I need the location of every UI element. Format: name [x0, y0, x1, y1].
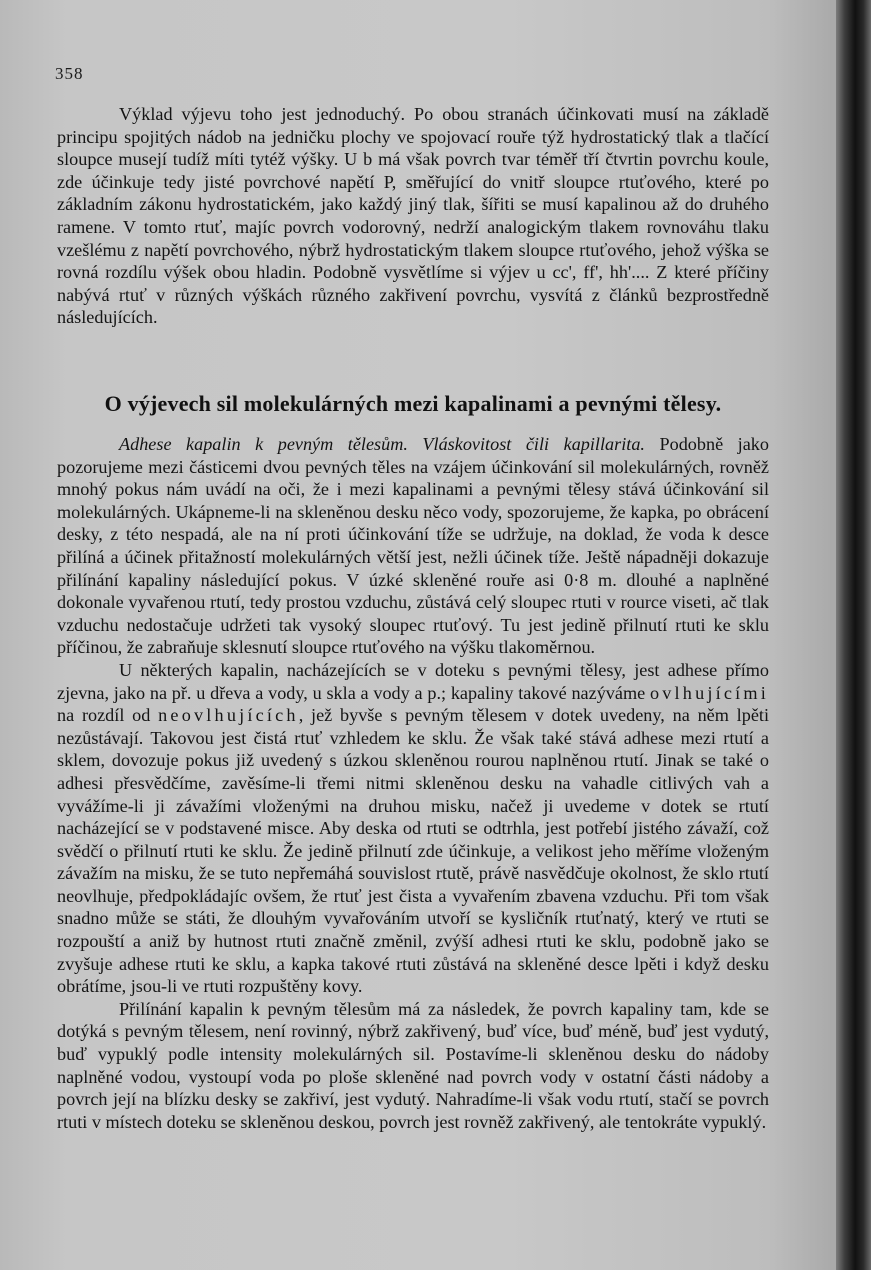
term-neovlhujici: neovlhujících	[158, 705, 299, 726]
section-heading: O výjevech sil molekulárných mezi kapalinami a pevnými tělesy.	[104, 391, 722, 416]
paragraph-prilinani: Přilínání kapalin k pevným tělesům má za následek, že povrch kapaliny tam, kde se dotýká s pevným tělesem, není rovinný, nýbrž zakřivený, buď více, buď méně, buď jest vydutý, buď vypuklý podle intensity molekulárných sil. Postavíme-li skleněnou desku do nádoby naplněné vodou, vystoupí voda po ploše skleněné nad povrch vody v ostatní části nádoby a povrch její na blízku desky se zakřiví, jest vydutý. Nahradíme-li však vodu rtutí, stačí se povrch rtuti v místech doteku se skleněnou deskou, povrch jest rovněž zakřivený, ale tentokráte vypuklý.	[57, 998, 769, 1132]
page-number: 358	[55, 64, 84, 83]
section-body	[57, 433, 769, 1133]
paragraph-ovlhujici-b: na rozdíl od	[57, 705, 159, 726]
paragraph-ovlhujici-a: U některých kapalin, nacházejících se v doteku s pevnými tělesy, jest adhese přímo zjevna, jako na př. u dřeva a vody, u skla a vody a p.; kapaliny takové nazýváme	[57, 659, 769, 703]
intro-text-block	[57, 103, 769, 329]
intro-paragraph: Výklad výjevu toho jest jednoduchý. Po obou stranách účinkovati musí na základě principu spojitých nádob na jedničku plochy ve spojovací rouře týž hydrostatický tlak a tlačící sloupce musejí tudíž míti tytéž výšky. U b má však povrch tvar téměř tří čtvrtin povrchu koule, zde účinkuje tedy jisté povrchové napětí P, směřující do vnitř sloupce rtuťového, které po základním zákonu hydrostatickém, jako každý jiný tlak, šířiti se musí kapalinou až do druhého ramene. V tomto rtuť, majíc povrch vodorovný, nedrží analogickým tlakem rovnováhu tlaku vzešlému z napětí povrchového, nýbrž hydrostatickým tlakem sloupce rtuťového, jehož výška se rovná rozdílu výšek obou hladin. Podobně vysvětlíme si výjev u cc', ff', hh'.... Z které příčiny nabývá rtuť v různých výškách různého zakřivení povrchu, vysvítá z článků bezprostředně následujících.	[57, 104, 769, 328]
paragraph-ovlhujici	[57, 659, 769, 998]
paragraph-adhese	[57, 433, 769, 659]
paragraph-adhese-text: Podobně jako pozorujeme mezi částicemi dvou pevných těles na vzájem účinkování sil molekulárných, rovněž mnohý pokus nám uvádí na oči, že i mezi kapalinami a pevnými tělesy stává účinkování sil molekulárných. Ukápneme-li na skleněnou desku něco vody, spozorujeme, že kapka, po obrácení desky, z této nespadá, ale na ní proti účinkování tíže se udržuje, na doklad, že voda k desce přilíná a účinek přitažností molekulárných větší jest, nežli účinek tíže. Ještě nápadněji dokazuje přilínání kapaliny následující pokus. V úzké skleněné rouře asi 0·8 m. dlouhé a naplněné dokonale vyvařenou rtutí, tedy prostou vzduchu, zůstává celý sloupec rtuti v rource viseti, ač tlak vzduchu nedostačuje udržeti tak vysoký sloupec rtuťový. Tu jest jedině přilnutí rtuti ke sklu příčinou, že zabraňuje sklesnutí sloupce rtuťového na výšku tlakoměrnou.	[57, 434, 769, 658]
book-spine	[836, 0, 871, 1270]
paragraph-ovlhujici-c: , jež byvše s pevným tělesem v dotek uvedeny, na něm lpěti nezůstávají. Takovou jest čistá rtuť vzhledem ke sklu. Že však také stává adhese mezi rtutí a sklem, dovozuje pokus již uvedený s úzkou skleněnou rourou naplněnou rtutí. Jinak se také o adhesi přesvědčíme, zavěsíme-li třemi nitmi skleněnou desku na vahadle citlivých vah a vyvážíme-li ji závažími vloženými na druhou misku, načež ji uvedeme v dotek se rtutí nacházející se v podstavené misce. Aby deska od rtuti se odtrhla, jest potřebí jistého závaží, což svědčí o přilnutí rtuti ke sklu. Že jedině přilnutí zde účinkuje, a velikost jeho měříme vloženým závažím na misku, že se tuto nepřemáhá souvislost rtutě, právě nasvědčuje okolnost, že sklo rtutí neovlhuje, předpokládajíc ovšem, že rtuť jest čista a vyvařením zbavena vzduchu. Při tom však snadno může se státi, že dlouhým vyvařováním utvoří se kysličník rtuťnatý, který ve rtuti se rozpouští a aniž by hutnost rtuti značně změnil, zvýší adhesi rtuti ke sklu, podobně jako se zvyšuje adhese rtuti ke sklu, a kapka takové rtuti zůstává na skleněné desce lpěti i když desku obrátíme, jsou-li ve rtuti rozpuštěny kovy.	[57, 705, 769, 997]
paragraph-lead: Adhese kapalin k pevným tělesům. Vláskovitost čili kapillarita.	[119, 434, 645, 454]
term-ovlhujici: ovlhujícími	[649, 682, 769, 703]
